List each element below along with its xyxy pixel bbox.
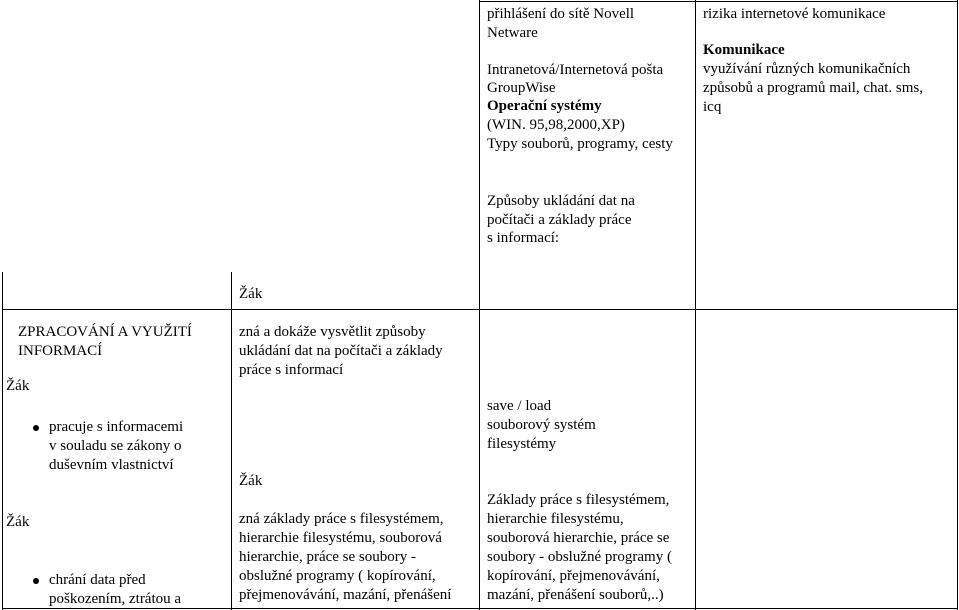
col1-bullet1-line-2: v souladu se zákony o <box>49 438 182 454</box>
col1-heading-line-1: ZPRACOVÁNÍ A VYUŽITÍ <box>18 324 192 340</box>
col2-zak: Žák <box>239 473 263 489</box>
col3-mid-line-3: s informací: <box>487 230 560 246</box>
col3-bottom-para2-line-5: kopírování, přejmenovávání, <box>487 568 660 584</box>
col3-top-line-2: Netware <box>487 25 538 41</box>
col3-top-line-3: Intranetová/Internetová pošta <box>487 62 664 78</box>
col3-top-line-1: přihlášení do sítě Novell <box>487 6 635 22</box>
col3-mid-line-1: Způsoby ukládání dat na <box>487 193 635 209</box>
col2-para2-line-5: přejmenovávání, mazání, přenášení <box>239 587 452 603</box>
col2-para2-line-4: obslužné programy ( kopírování, <box>239 568 436 584</box>
col2-para1-line-2: ukládání dat na počítači a základy <box>239 343 443 359</box>
table-border-col3-col4 <box>695 0 696 610</box>
col4-top-heading-komunikace: Komunikace <box>703 42 785 58</box>
col3-top-line-7: Typy souborů, programy, cesty <box>487 136 673 152</box>
col3-top-line-4: GroupWise <box>487 80 556 96</box>
col3-bottom-para1-line-3: filesystémy <box>487 436 557 452</box>
table-border-col1-col2 <box>231 272 232 610</box>
bullet-icon <box>33 425 39 431</box>
col3-top-heading-os: Operační systémy <box>487 98 602 114</box>
col3-bottom-para2-line-1: Základy práce s filesystémem, <box>487 492 670 508</box>
col2-para1-line-1: zná a dokáže vysvětlit způsoby <box>239 324 426 340</box>
col3-bottom-para2-line-2: hierarchie filesystému, <box>487 511 624 527</box>
zak-label-header: Žák <box>239 286 263 302</box>
col4-top-line-1: rizika internetové komunikace <box>703 6 886 22</box>
col1-zak-1: Žák <box>6 378 30 394</box>
col2-para2-line-2: hierarchie filesystému, souborová <box>239 530 442 546</box>
col3-bottom-para2-line-4: soubory - obslužné programy ( <box>487 549 672 565</box>
col2-para2-line-1: zná základy práce s filesystémem, <box>239 511 444 527</box>
col1-bullet1-line-1: pracuje s informacemi <box>49 419 184 435</box>
col1-bullet1-line-3: duševním vlastnictví <box>49 457 174 473</box>
table-border-right <box>957 0 958 610</box>
table-border-top <box>479 1 958 2</box>
col1-bullet2-line-2: poškozením, ztrátou a <box>49 591 182 607</box>
col4-top-line-3: využívání různých komunikačních <box>703 61 911 77</box>
col4-top-line-4: způsobů a programů mail, chat. sms, <box>703 80 923 96</box>
col3-bottom-para1-line-1: save / load <box>487 398 552 414</box>
col3-bottom-para2-line-6: mazání, přenášení souborů,..) <box>487 587 664 603</box>
col2-para1-line-3: práce s informací <box>239 362 344 378</box>
col2-para2-line-3: hierarchie, práce se soubory - <box>239 549 416 565</box>
col1-zak-2: Žák <box>6 514 30 530</box>
table-row-divider <box>2 309 958 310</box>
col3-top-line-6: (WIN. 95,98,2000,XP) <box>487 117 625 133</box>
col1-heading-line-2: INFORMACÍ <box>18 343 103 359</box>
col3-bottom-para2-line-3: souborová hierarchie, práce se <box>487 530 670 546</box>
col3-bottom-para1-line-2: souborový systém <box>487 417 596 433</box>
col4-top-line-5: icq <box>703 99 722 115</box>
table-border-left <box>2 272 3 610</box>
col1-bullet2-line-1: chrání data před <box>49 572 146 588</box>
bullet-icon <box>33 578 39 584</box>
col3-mid-line-2: počítači a základy práce <box>487 212 632 228</box>
table-border-col2-col3 <box>479 0 480 610</box>
